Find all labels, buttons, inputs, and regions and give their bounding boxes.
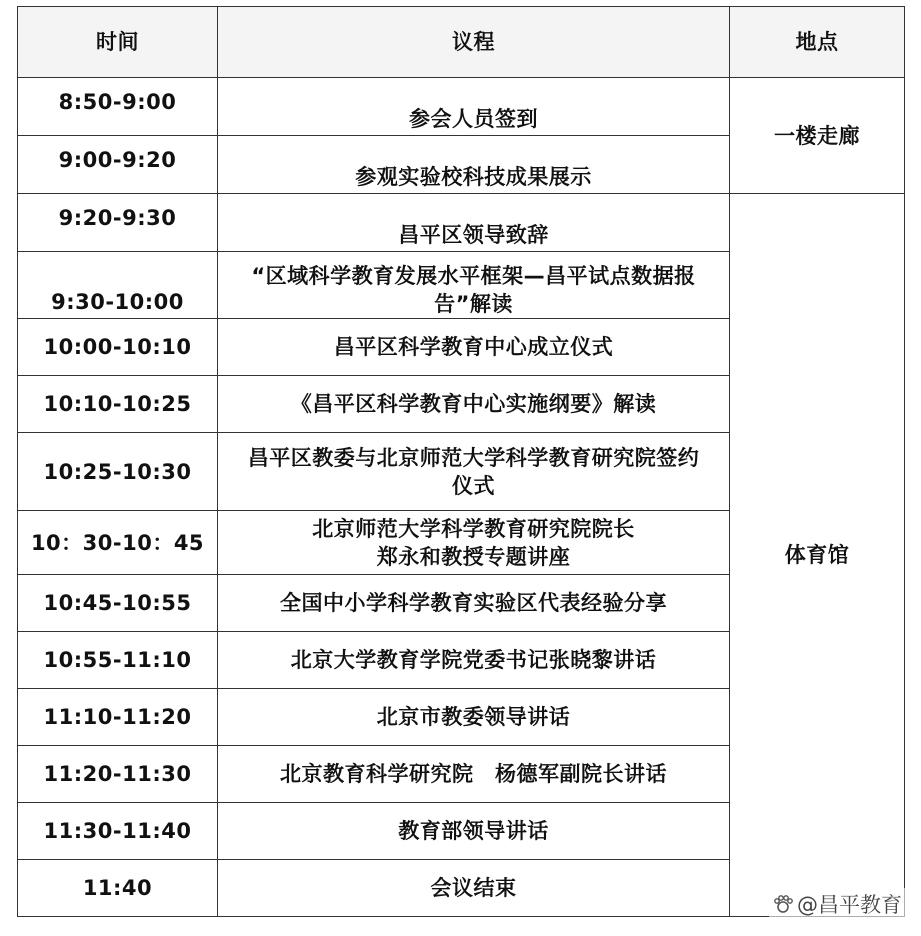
agenda-line: 昌平区教委与北京师范大学科学教育研究院签约: [247, 445, 700, 470]
watermark: [769, 888, 905, 920]
agenda-cell: [218, 511, 730, 575]
header-place: 地点: [730, 7, 905, 78]
agenda-cell: 北京市教委领导讲话: [218, 689, 730, 746]
watermark-text: @昌平教育: [797, 893, 902, 917]
agenda-cell: 北京教育科学研究院 杨德军副院长讲话: [218, 746, 730, 803]
agenda-line: 告”解读: [434, 292, 513, 316]
agenda-line: 仪式: [452, 473, 495, 498]
agenda-table: [17, 6, 905, 917]
header-agenda: 议程: [218, 7, 730, 78]
agenda-cell: 参观实验校科技成果展示: [218, 136, 730, 194]
time-cell: 9:00-9:20: [18, 136, 218, 194]
agenda-cell: [218, 252, 730, 319]
agenda-line: 郑永和教授专题讲座: [376, 544, 571, 569]
time-cell: 8:50-9:00: [18, 78, 218, 136]
agenda-line: “区域科学教育发展水平框架—昌平试点数据报: [251, 264, 696, 288]
time-cell: 10：30-10：45: [18, 511, 218, 575]
header-time: 时间: [18, 7, 218, 78]
place-cell: 体育馆: [730, 194, 905, 917]
time-cell: 11:20-11:30: [18, 746, 218, 803]
time-cell: 9:30-10:00: [18, 252, 218, 319]
time-cell: 11:30-11:40: [18, 803, 218, 860]
agenda-cell: 昌平区领导致辞: [218, 194, 730, 252]
table-row: [18, 194, 905, 252]
agenda-cell: 昌平区科学教育中心成立仪式: [218, 319, 730, 376]
agenda-cell: 参会人员签到: [218, 78, 730, 136]
place-cell: 一楼走廊: [730, 78, 905, 194]
agenda-cell: 教育部领导讲话: [218, 803, 730, 860]
header-row: [18, 7, 905, 78]
agenda-cell: 《昌平区科学教育中心实施纲要》解读: [218, 376, 730, 433]
time-cell: 10:10-10:25: [18, 376, 218, 433]
agenda-line: 北京师范大学科学教育研究院院长: [312, 516, 635, 541]
time-cell: 11:10-11:20: [18, 689, 218, 746]
agenda-cell: 会议结束: [218, 860, 730, 917]
agenda-cell: 北京大学教育学院党委书记张晓黎讲话: [218, 632, 730, 689]
time-cell: 10:55-11:10: [18, 632, 218, 689]
time-cell: 10:25-10:30: [18, 433, 218, 511]
time-cell: 10:00-10:10: [18, 319, 218, 376]
table-row: [18, 78, 905, 136]
time-cell: 9:20-9:30: [18, 194, 218, 252]
agenda-cell: [218, 433, 730, 511]
time-cell: 11:40: [18, 860, 218, 917]
agenda-cell: 全国中小学科学教育实验区代表经验分享: [218, 575, 730, 632]
time-cell: 10:45-10:55: [18, 575, 218, 632]
weibo-paw-icon: [772, 893, 794, 915]
